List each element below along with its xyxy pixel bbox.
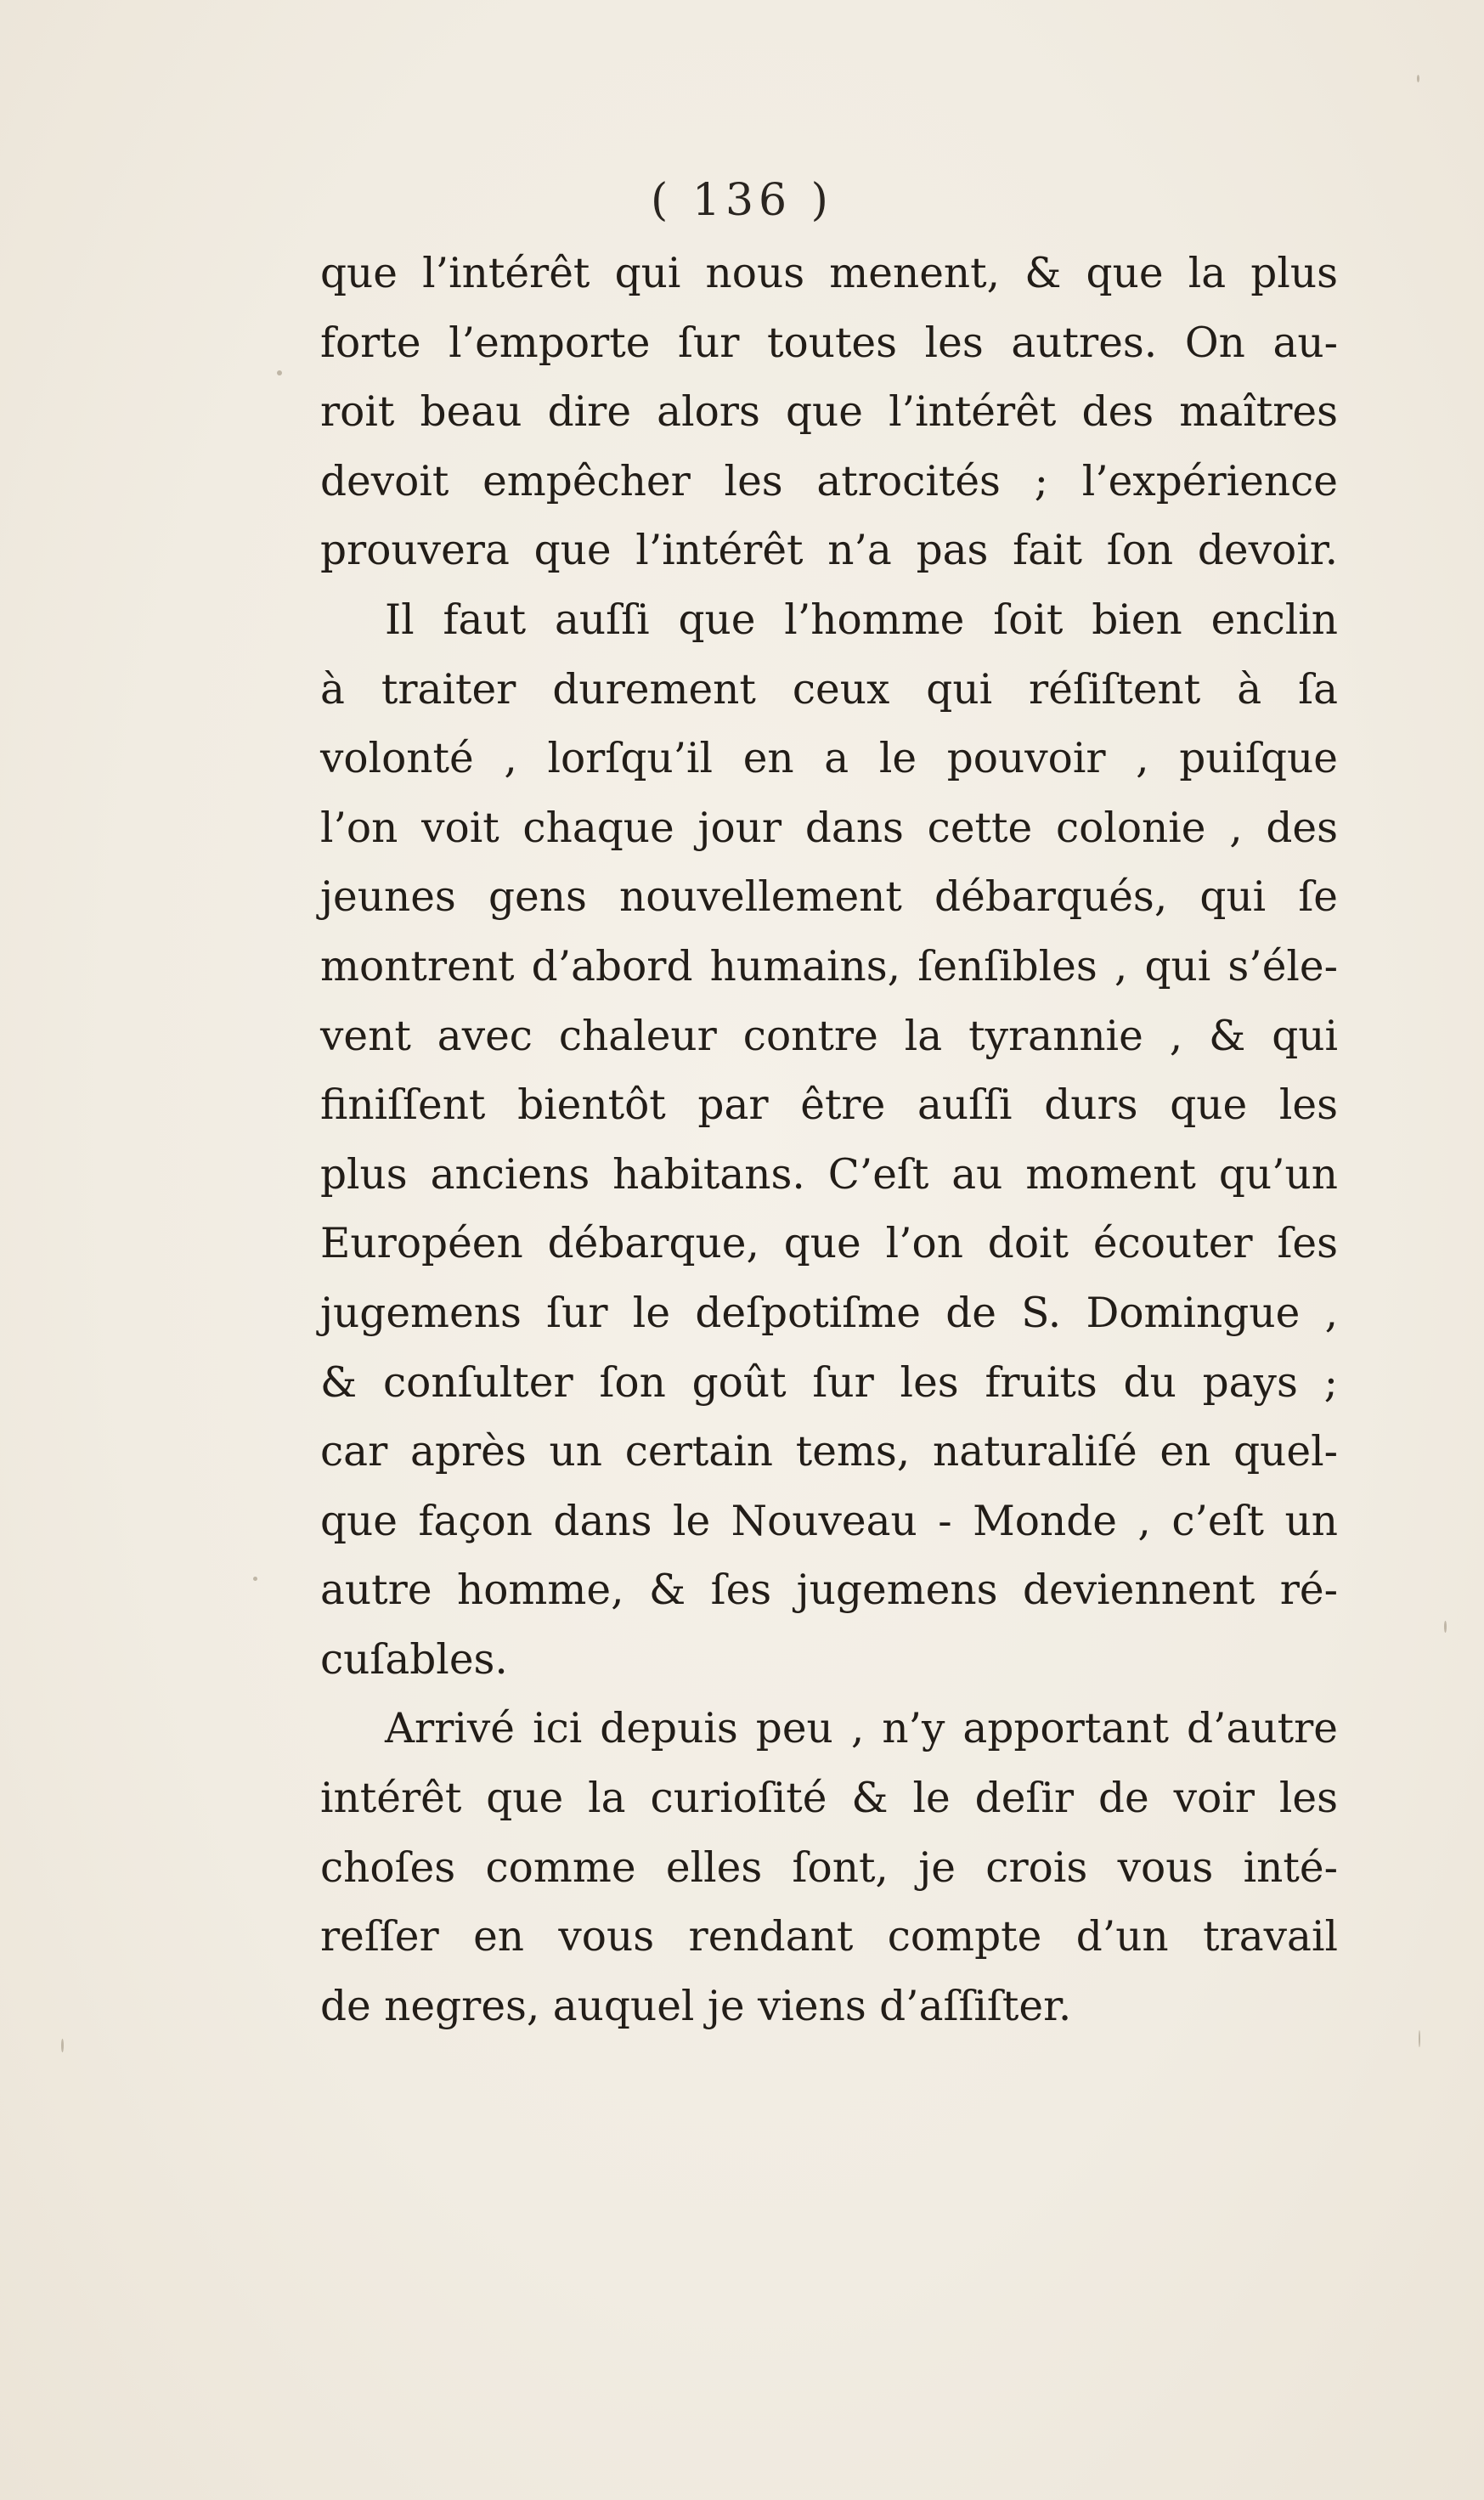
text-line: Européen débarque, que l’on doit écouter ſes <box>320 1220 1338 1268</box>
text-line: Arrivé ici depuis peu , n’y apportant d’autre <box>385 1705 1338 1753</box>
text-line: que façon dans le Nouveau - Monde , c’eſt un <box>320 1497 1338 1545</box>
text-line: devoit empêcher les atrocités ; l’expérience <box>320 457 1338 505</box>
text-line: cuſables. <box>320 1635 508 1684</box>
text-line: jugemens ſur le deſpotiſme de S. Domingue , <box>320 1289 1338 1337</box>
text-line: vent avec chaleur contre la tyrannie , & qui <box>320 1012 1338 1060</box>
page-number: ( 136 ) <box>651 175 833 226</box>
paper-speck <box>1417 75 1419 82</box>
paper-speck <box>1419 2030 1420 2047</box>
text-line: intérêt que la curioſité & le deſir de voir les <box>320 1775 1338 1823</box>
text-line: Il faut auſſi que l’homme ſoit bien enclin <box>385 595 1338 644</box>
text-line: de negres, auquel je viens d’aſſiſter. <box>320 1982 1072 2030</box>
text-line: prouvera que l’intérêt n’a pas fait ſon devoir. <box>320 527 1338 575</box>
text-line: volonté , lorſqu’il en a le pouvoir , puiſque <box>320 735 1338 783</box>
text-line: que l’intérêt qui nous menent, & que la plus <box>320 250 1338 297</box>
text-line: forte l’emporte ſur toutes les autres. On au- <box>320 319 1338 367</box>
text-line: finiſſent bientôt par être auſſi durs que les <box>320 1081 1338 1130</box>
paper-speck <box>1444 1621 1447 1633</box>
paper-speck <box>277 370 282 375</box>
text-line: autre homme, & ſes jugemens deviennent ré- <box>320 1566 1338 1615</box>
text-line: plus anciens habitans. C’eſt au moment qu’un <box>320 1150 1338 1199</box>
text-line: à traiter durement ceux qui réſiſtent à ſa <box>320 665 1338 714</box>
text-line: car après un certain tems, naturaliſé en quel- <box>320 1428 1338 1476</box>
body-text <box>320 240 1338 2041</box>
text-line: roit beau dire alors que l’intérêt des maîtres <box>320 388 1338 437</box>
paper-speck <box>253 1577 257 1581</box>
text-line: l’on voit chaque jour dans cette colonie , des <box>320 804 1338 852</box>
text-line: & conſulter ſon goût ſur les fruits du pays ; <box>320 1358 1338 1407</box>
text-line: reſſer en vous rendant compte d’un travail <box>320 1913 1338 1961</box>
text-line: montrent d’abord humains, ſenſibles , qui s’éle- <box>320 942 1338 990</box>
text-line: jeunes gens nouvellement débarqués, qui ſe <box>320 873 1338 922</box>
text-line: choſes comme elles ſont, je crois vous inté- <box>320 1843 1338 1892</box>
paper-speck <box>61 2039 64 2052</box>
